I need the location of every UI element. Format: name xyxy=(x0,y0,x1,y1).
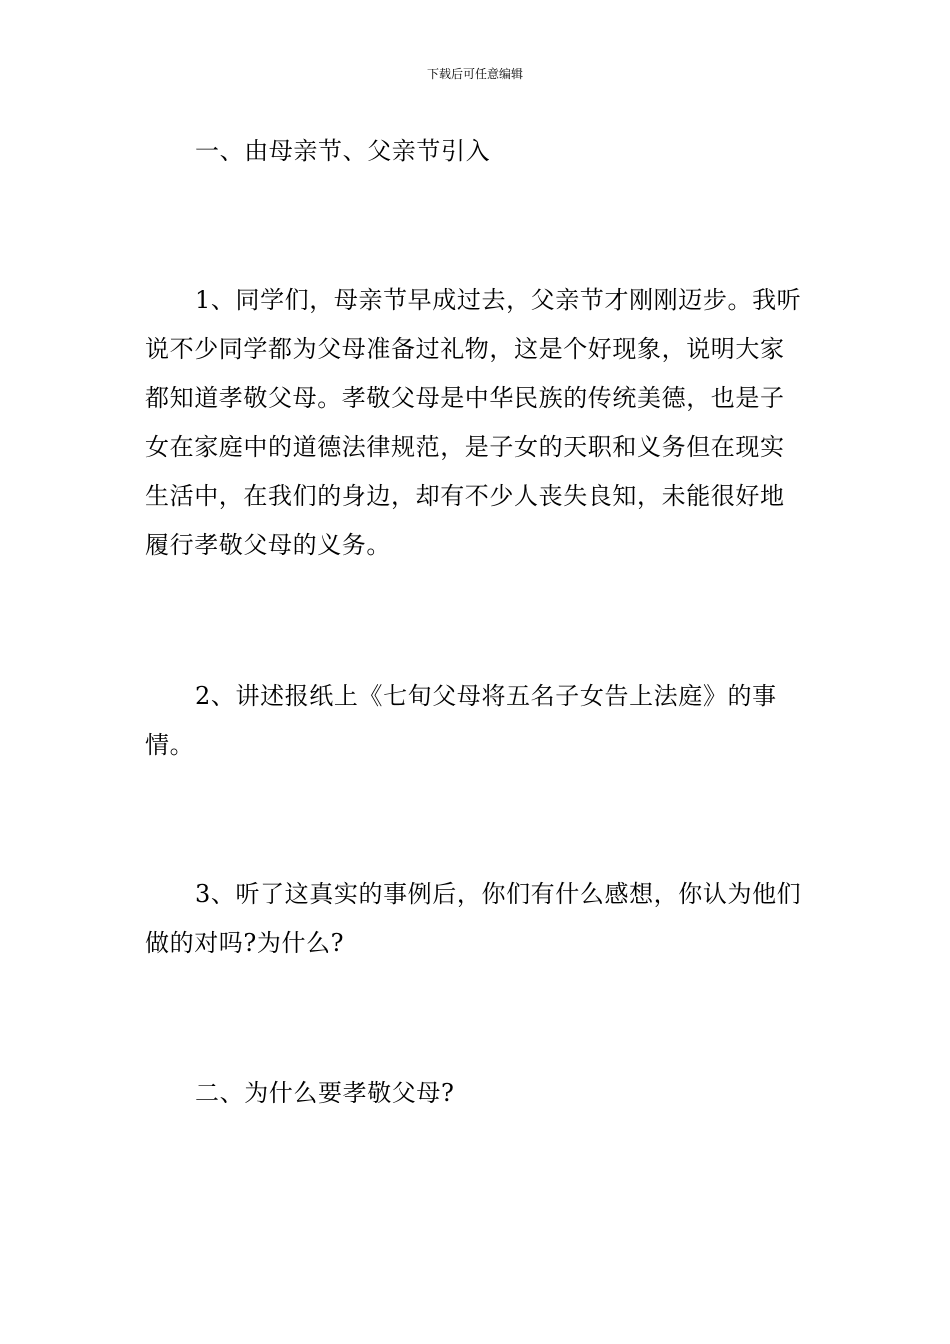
paragraph-1: 1、同学们，母亲节早成过去，父亲节才刚刚迈步。我听说不少同学都为父母准备过礼物，这是个好现象，说明大家都知道孝敬父母。孝敬父母是中华民族的传统美德，也是子女在家庭中的道德法律规范，是子女的天职和义务但在现实生活中，在我们的身边，却有不少人丧失良知，未能很好地履行孝敬父母的义务。 xyxy=(145,286,802,559)
section-heading-2: 二、为什么要孝敬父母? xyxy=(195,1079,455,1107)
paragraph-2: 2、讲述报纸上《七旬父母将五名子女告上法庭》的事情。 xyxy=(145,682,777,759)
header-note: 下载后可任意编辑 xyxy=(426,67,523,81)
paragraph-3: 3、听了这真实的事例后，你们有什么感想，你认为他们做的对吗?为什么? xyxy=(145,880,802,957)
section-heading-1: 一、由母亲节、父亲节引入 xyxy=(195,137,491,165)
